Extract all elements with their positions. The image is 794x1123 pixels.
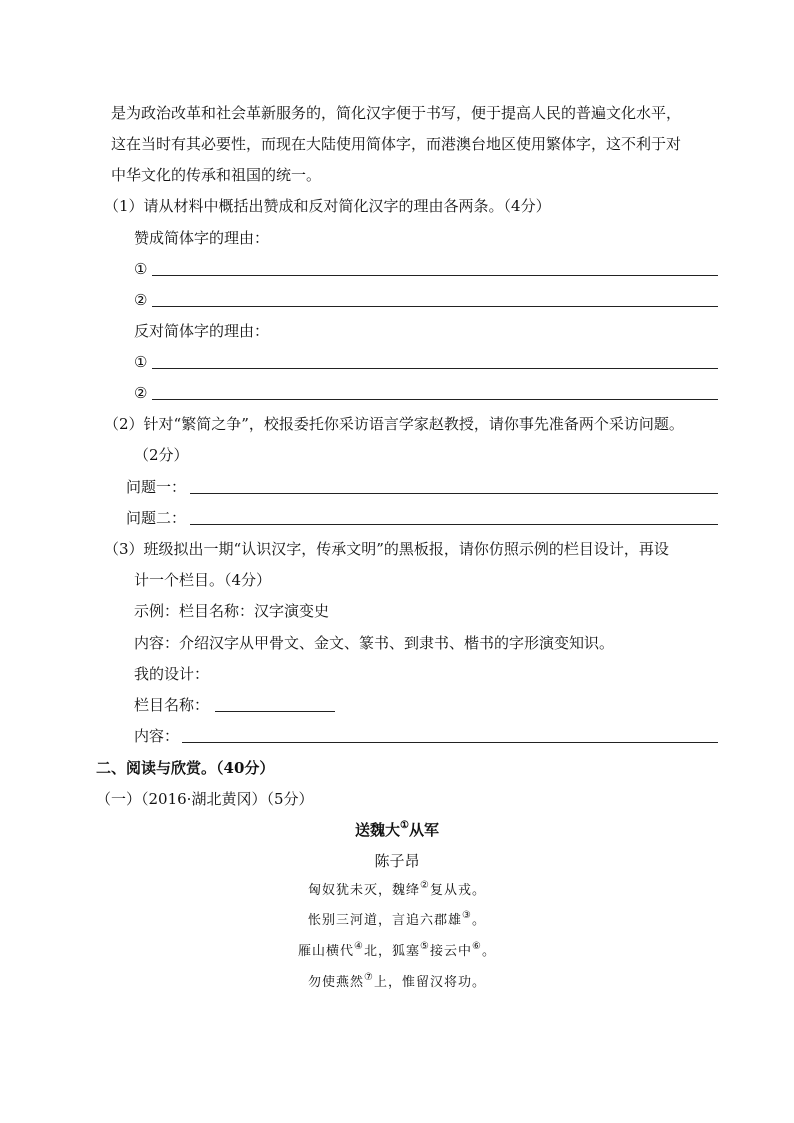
example-content: 内容：介绍汉字从甲骨文、金文、篆书、到隶书、楷书的字形演变知识。 <box>134 634 615 652</box>
footnote-marker: ① <box>400 820 409 831</box>
question-1: （1）请从材料中概括出赞成和反对简化汉字的理由各两条。（4分） <box>104 197 551 215</box>
poem-line-3: 雁山横代④北，狐塞⑤接云中⑥。 <box>298 940 496 959</box>
poem-title: 送魏大①从军 <box>355 820 439 839</box>
interview-question-2-label: 问题二： <box>126 509 187 527</box>
paragraph-line-2: 这在当时有其必要性，而现在大陆使用简体字，而港澳台地区使用繁体字，这不利于对 <box>111 135 682 153</box>
poem-line-2: 怅别三河道，言追六郡雄③。 <box>308 909 486 928</box>
oppose-marker-2: ② <box>134 384 148 402</box>
question-3-line-2: 计一个栏目。（4分） <box>134 571 272 589</box>
oppose-label: 反对简体字的理由： <box>134 322 270 340</box>
paragraph-line-3: 中华文化的传承和祖国的统一。 <box>111 166 322 184</box>
question-2-points: （2分） <box>134 446 189 464</box>
poem-line-1: 匈奴犹未灭，魏绛②复从戎。 <box>308 879 486 898</box>
support-marker-2: ② <box>134 291 148 309</box>
answer-line-support-2[interactable] <box>152 306 718 307</box>
column-content-label: 内容： <box>134 727 180 745</box>
answer-line-question-1[interactable] <box>190 493 718 494</box>
answer-line-oppose-2[interactable] <box>152 399 718 400</box>
paragraph-line-1: 是为政治改革和社会革新服务的，简化汉字便于书写，便于提高人民的普遍文化水平， <box>111 104 682 122</box>
poem-line-4: 勿使燕然⑦上，惟留汉将功。 <box>308 971 486 990</box>
section-heading: 二、阅读与欣赏。（40分） <box>96 759 275 777</box>
my-design-label: 我的设计： <box>134 665 210 683</box>
answer-line-column-content[interactable] <box>182 742 718 743</box>
column-name-label: 栏目名称： <box>134 696 210 714</box>
interview-question-1-label: 问题一： <box>126 478 187 496</box>
example-column: 示例：栏目名称：汉字演变史 <box>134 602 330 620</box>
part-heading: （一）（2016·湖北黄冈）（5分） <box>96 790 314 808</box>
question-3: （3）班级拟出一期“认识汉字，传承文明”的黑板报，请你仿照示例的栏目设计，再设 <box>104 540 669 558</box>
support-label: 赞成简体字的理由： <box>134 229 270 247</box>
answer-line-question-2[interactable] <box>190 524 718 525</box>
answer-line-support-1[interactable] <box>152 275 718 276</box>
question-2: （2）针对“繁简之争”，校报委托你采访语言学家赵教授，请你事先准备两个采访问题。 <box>104 415 684 433</box>
answer-line-oppose-1[interactable] <box>152 368 718 369</box>
support-marker-1: ① <box>134 260 148 278</box>
answer-line-column-name[interactable] <box>215 711 335 712</box>
oppose-marker-1: ① <box>134 353 148 371</box>
poem-author: 陈子昂 <box>374 852 420 870</box>
